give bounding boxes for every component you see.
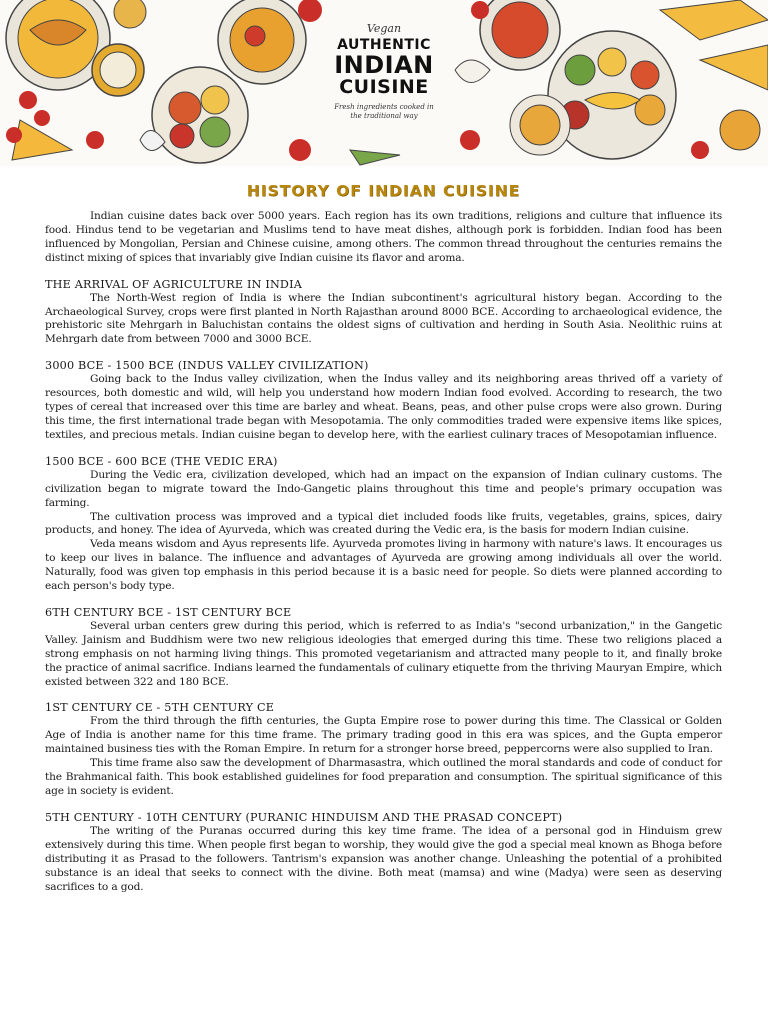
section [45,278,722,348]
sections-container [45,278,722,895]
badge-vegan: Vegan [366,22,402,35]
page-title: HISTORY OF INDIAN CUISINE [246,182,521,200]
intro-paragraph: Indian cuisine dates back over 5000 years. Each region has its own traditions, religions and culture that influence its food. Hindus tend to be vegetarian and Muslims tend to have meat dishes, although pork is forbidden. Indian food has been influenced by Mongolian, Persian and Chinese cuisine, among others. The common thread throughout the centuries remains the distinct mixing of spices that invariably give Indian cuisine its flavor and aroma. [45,210,722,264]
section-paragraph: Several urban centers grew during this period, which is referred to as India's "second urbanization," in the Gangetic Valley. Jainism and Buddhism were two new religious ideologies that emerged during this time. These two religions placed a strong emphasis on not harming living things. This promoted vegetarianism and attracted many people to it, and finally broke the practice of animal sacrifice. Indians learned the fundamentals of culinary etiquette from the thriving Mauryan Empire, which existed between 322 and 180 BCE. [45,619,722,688]
section-paragraph: The North-West region of India is where the Indian subcontinent's agricultural history began. According to the Archaeological Survey, crops were first planted in North Rajasthan around 8000 BCE. According to archaeological evidence, the prehistoric site Mehrgarh in Baluchistan contains the oldest signs of cultivation and herding in South Asia. Neolithic ruins at Mehrgarh date from between 7000 and 3000 BCE. [45,291,722,346]
section-paragraph: Going back to the Indus valley civilization, when the Indus valley and its neighboring areas thrived off a variety of resources, both domestic and wild, will help you understand how modern Indian food evolved. According to research, the two types of cereal that increased over this time are barley and wheat. Beans, peas, and other pulse crops were also grown. During this time, the first international trade began with Mesopotamia. The only commodities traded were expensive items like spices, textiles, and precious metals. Indian cuisine began to develop here, with the earliest culinary traces of Mesopotamian influence. [45,373,722,441]
badge-title-3: CUISINE [339,76,429,98]
section-paragraph: During the Vedic era, civilization developed, which had an impact on the expansion of Indian culinary customs. The civilization began to migrate toward the Indo-Gangetic plains throughout this time and people's primary occupation was farming. [45,468,722,509]
badge-title-2: INDIAN [334,51,434,79]
section-paragraph: From the third through the fifth centuries, the Gupta Empire rose to power during this time. The Classical or Golden Age of India is another name for this time frame. The primary trading good in this era was spices, and the Gupta emperor maintained business ties with the Roman Empire. In return for a stronger horse breed, peppercorns were also supplied to Iran. [45,715,722,756]
section-heading: 5TH CENTURY - 10TH CENTURY (PURANIC HINDUISM AND THE PRASAD CONCEPT) [45,810,563,824]
badge-title-1: AUTHENTIC [337,37,431,53]
section-heading: THE ARRIVAL OF AGRICULTURE IN INDIA [45,277,303,291]
section-paragraph: This time frame also saw the development of Dharmasastra, which outlined the moral standards and code of conduct for the Brahmanical faith. This book established guidelines for food preparation and consumption. The spiritual significance of this age in society is evident. [45,757,722,797]
section-heading: 3000 BCE - 1500 BCE (INDUS VALLEY CIVILIZATION) [45,359,369,373]
section-heading: 1500 BCE - 600 BCE (THE VEDIC ERA) [45,454,278,468]
section [45,811,722,895]
section [45,455,722,594]
section [45,359,722,443]
section-heading: 6TH CENTURY BCE - 1ST CENTURY BCE [45,605,292,619]
section-heading: 1ST CENTURY CE - 5TH CENTURY CE [45,701,275,715]
section-paragraph: The cultivation process was improved and a typical diet included foods like fruits, vegetables, grains, spices, dairy products, and honey. The idea of Ayurveda, which was created during the Vedic era, is the basis for modern Indian cuisine. [45,510,722,537]
section-paragraph: The writing of the Puranas occurred during this key time frame. The idea of a personal god in Hinduism grew extensively during this time. When people first began to worship, they would give the god a special meal known as Bhoga before distributing it as Prasad to the followers. Tantrism's expansion was another change. Unleashing the potential of a prohibited substance is an ideal that seeks to connect with the divine. Both meat (mamsa) and wine (Madya) were seen as deserving sacrifices to a god. [45,824,722,893]
section [45,701,722,798]
header-banner [0,0,768,166]
section [45,606,722,690]
cuisine-badge [322,22,446,121]
badge-tagline: Fresh ingredients cooked in the traditional way [334,103,434,120]
section-paragraph: Veda means wisdom and Ayus represents life. Ayurveda promotes living in harmony with nature's laws. It encourages us to keep our lives in balance. The influence and advantages of Ayurveda are growing among individuals all over the world. Naturally, food was given top emphasis in this period because it is a basic need for people. So diets were planned according to each person's body type. [45,538,722,593]
document-body [0,182,768,894]
